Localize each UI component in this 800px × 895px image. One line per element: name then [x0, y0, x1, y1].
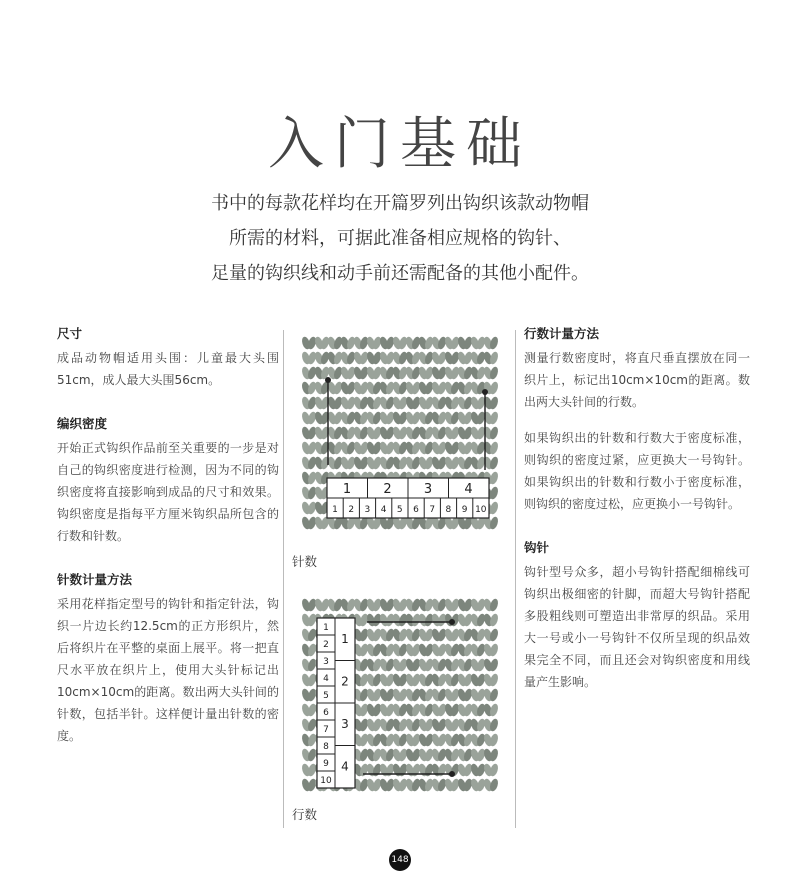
page-number: 148	[389, 849, 411, 871]
ruler-label: 3	[323, 657, 329, 667]
ruler-label: 10	[475, 505, 487, 515]
ruler-label: 10	[320, 776, 332, 786]
ruler-label: 6	[323, 708, 329, 718]
ruler-label: 4	[380, 505, 387, 515]
ruler-label: 1	[341, 632, 349, 646]
ruler-label: 1	[332, 505, 338, 515]
figure-label-rows: 行数	[292, 807, 318, 822]
ruler-label: 7	[429, 505, 436, 515]
ruler-label: 4	[323, 674, 329, 684]
section-title: 针数计量方法	[57, 572, 133, 587]
section-text: 开始正式钩织作品前至关重要的一步是对自己的钩织密度进行检测，因为不同的钩织密度将直接影响到成品的尺寸和效果。钩织密度是指每平方厘米钩织品所包含的行数和针数。	[57, 441, 279, 543]
section-text: 成品动物帽适用头围：儿童最大头围51cm，成人最大头围56cm。	[57, 351, 279, 387]
stitch-count-figure	[295, 330, 500, 540]
intro-line: 所需的材料，可据此准备相应规格的钩针、	[229, 228, 571, 249]
section-title: 编织密度	[57, 416, 108, 431]
intro-line: 足量的钩织线和动手前还需配备的其他小配件。	[211, 263, 589, 284]
pin-head	[325, 377, 331, 383]
ruler-label: 4	[464, 482, 473, 497]
ruler-label: 2	[348, 505, 355, 515]
figure-label-stitches: 针数	[292, 554, 318, 569]
section-title: 尺寸	[57, 326, 83, 341]
ruler-label: 8	[445, 505, 452, 515]
row-count-figure	[295, 592, 500, 802]
ruler-label: 5	[323, 691, 329, 701]
ruler-label: 7	[323, 725, 329, 735]
intro-line: 书中的每款花样均在开篇罗列出钩织该款动物帽	[211, 193, 589, 214]
section-title: 行数计量方法	[524, 326, 600, 341]
section-title: 钩针	[524, 540, 550, 555]
ruler-label: 3	[364, 505, 371, 515]
section-text: 测量行数密度时，将直尺垂直摆放在同一织片上，标记出10cm×10cm的距离。数出两大头针间的行数。	[524, 351, 750, 409]
section-text: 钩针型号众多，超小号钩针搭配细棉线可钩织出极细密的针脚，而超大号钩针搭配多股粗线则可塑造出非常厚的织品。采用大一号或小一号钩针不仅所呈现的织品效果完全不同，而且还会对钩织密度和用线量产生影响。	[524, 565, 750, 689]
ruler-label: 2	[323, 640, 329, 650]
ruler-label: 1	[323, 623, 329, 633]
page-title: 入门基础	[268, 112, 532, 177]
column-divider	[515, 330, 516, 828]
left-column	[57, 323, 279, 769]
ruler-label: 8	[323, 742, 329, 752]
section-row-count	[524, 323, 750, 515]
column-divider	[283, 330, 284, 828]
ruler-label: 9	[323, 759, 329, 769]
section-hook	[524, 537, 750, 693]
ruler-label: 3	[423, 482, 433, 497]
right-column	[524, 323, 750, 715]
pin-head	[482, 389, 488, 395]
section-stitch-count	[57, 569, 279, 747]
ruler-label: 3	[341, 717, 349, 731]
ruler-label: 9	[461, 505, 468, 515]
ruler-label: 6	[413, 505, 419, 515]
ruler-label: 1	[342, 482, 352, 497]
ruler-label: 4	[341, 759, 349, 774]
section-size	[57, 323, 279, 391]
section-gauge	[57, 413, 279, 547]
section-text: 如果钩织出的针数和行数大于密度标准，则钩织的密度过紧，应更换大一号钩针。如果钩织出的针数和行数小于密度标准，则钩织的密度过松，应更换小一号钩针。	[524, 431, 750, 511]
section-text: 采用花样指定型号的钩针和指定针法，钩织一片边长约12.5cm的正方形织片，然后将织片在平整的桌面上展平。将一把直尺水平放在织片上，使用大头针标记出10cm×10cm的距离。数出两大头针间的针数，包括半针。这样便计量出针数的密度。	[57, 597, 279, 743]
pin-head	[449, 619, 455, 625]
intro-paragraph	[150, 186, 650, 291]
ruler-label: 2	[341, 674, 349, 689]
ruler-label: 2	[383, 482, 392, 497]
pin-head	[449, 771, 455, 777]
ruler-label: 5	[396, 505, 403, 515]
